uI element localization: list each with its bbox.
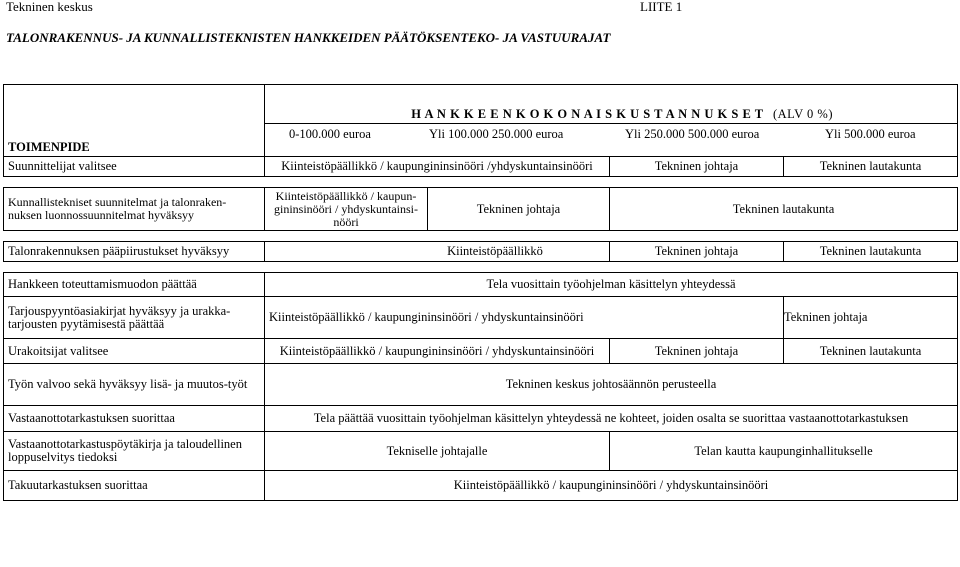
- decision-cell-3: Tekninen lautakunta: [784, 242, 958, 262]
- total-cost-banner: [265, 85, 958, 124]
- action-cell: Hankkeen toteuttamismuodon päättää: [4, 273, 265, 297]
- action-cell: Kunnallistekniset suunnitelmat ja talonraken-nuksen luonnossuunnitelmat hyväksyy: [4, 188, 265, 231]
- decision-cell-1: Kiinteistöpäällikkö / kaupungininsinööri / yhdyskuntainsinööri: [265, 471, 958, 501]
- action-cell: Vastaanottotarkastuspöytäkirja ja taloudellinen loppuselvitys tiedoksi: [4, 432, 265, 471]
- appendix-label: LIITE 1: [640, 0, 683, 14]
- action-cell: Suunnittelijat valitsee: [4, 157, 265, 177]
- cost-ranges-row: [265, 124, 958, 157]
- decision-cell-1: Tela vuosittain työohjelman käsittelyn yhteydessä: [265, 273, 958, 297]
- cost-range-2: Yli 100.000 250.000 euroa: [429, 127, 564, 141]
- document-title: TALONRAKENNUS- JA KUNNALLISTEKNISTEN HANKKEIDEN PÄÄTÖKSENTEKO- JA VASTUURAJAT: [6, 30, 611, 45]
- toimenpide-header: TOIMENPIDE: [4, 85, 265, 157]
- decision-cell-2: Telan kautta kaupunginhallitukselle: [610, 432, 958, 471]
- decision-cell-1: Kiinteistöpäällikkö / kaupungininsinööri / yhdyskuntainsinööri: [265, 339, 610, 364]
- cost-range-3: Yli 250.000 500.000 euroa: [625, 127, 760, 141]
- decision-cell-1: Tekniselle johtajalle: [265, 432, 610, 471]
- decision-cell-3: Tekninen lautakunta: [784, 339, 958, 364]
- decision-cell-1: Kiinteistöpäällikkö / kaupun-gininsinööri / yhdyskuntainsi-nööri: [265, 188, 428, 231]
- decision-cell-1: Tela päättää vuosittain työohjelman käsittelyn yhteydessä ne kohteet, joiden osalta se suorittaa vastaanottotarkastuksen: [265, 406, 958, 432]
- decision-cell-2: Tekninen johtaja: [428, 188, 610, 231]
- cost-range-4: Yli 500.000 euroa: [825, 127, 916, 141]
- decision-cell-1: Kiinteistöpäällikkö: [265, 242, 610, 262]
- decision-cell-2: Tekninen johtaja: [610, 242, 784, 262]
- decision-cell-1: Kiinteistöpäällikkö / kaupungininsinööri / yhdyskuntainsinööri: [265, 297, 784, 339]
- decision-cell-3: Tekninen lautakunta: [610, 188, 958, 231]
- banner-text: H A N K K E E N K O K O N A I S K U S T A N N U K S E T: [411, 107, 764, 121]
- banner-vat: (ALV 0 %): [772, 107, 834, 121]
- decision-cell-1: Tekninen keskus johtosäännön perusteella: [265, 364, 958, 406]
- decision-cell-2: Tekninen johtaja: [610, 339, 784, 364]
- action-cell: Takuutarkastuksen suorittaa: [4, 471, 265, 501]
- action-cell: Vastaanottotarkastuksen suorittaa: [4, 406, 265, 432]
- action-cell: Työn valvoo sekä hyväksyy lisä- ja muutos-työt: [4, 364, 265, 406]
- action-cell: Urakoitsijat valitsee: [4, 339, 265, 364]
- cost-range-1: 0-100.000 euroa: [289, 127, 371, 141]
- decision-cell-3: Tekninen lautakunta: [784, 157, 958, 177]
- department-name: Tekninen keskus: [6, 0, 93, 14]
- responsibility-table: [3, 84, 958, 501]
- action-cell: Tarjouspyyntöasiakirjat hyväksyy ja urakka-tarjousten pyytämisestä päättää: [4, 297, 265, 339]
- decision-cell-2: Tekninen johtaja: [610, 157, 784, 177]
- action-cell: Talonrakennuksen pääpiirustukset hyväksyy: [4, 242, 265, 262]
- decision-cell-2: Tekninen johtaja: [784, 297, 958, 339]
- decision-cell-1: Kiinteistöpäällikkö / kaupungininsinööri /yhdyskuntainsinööri: [265, 157, 610, 177]
